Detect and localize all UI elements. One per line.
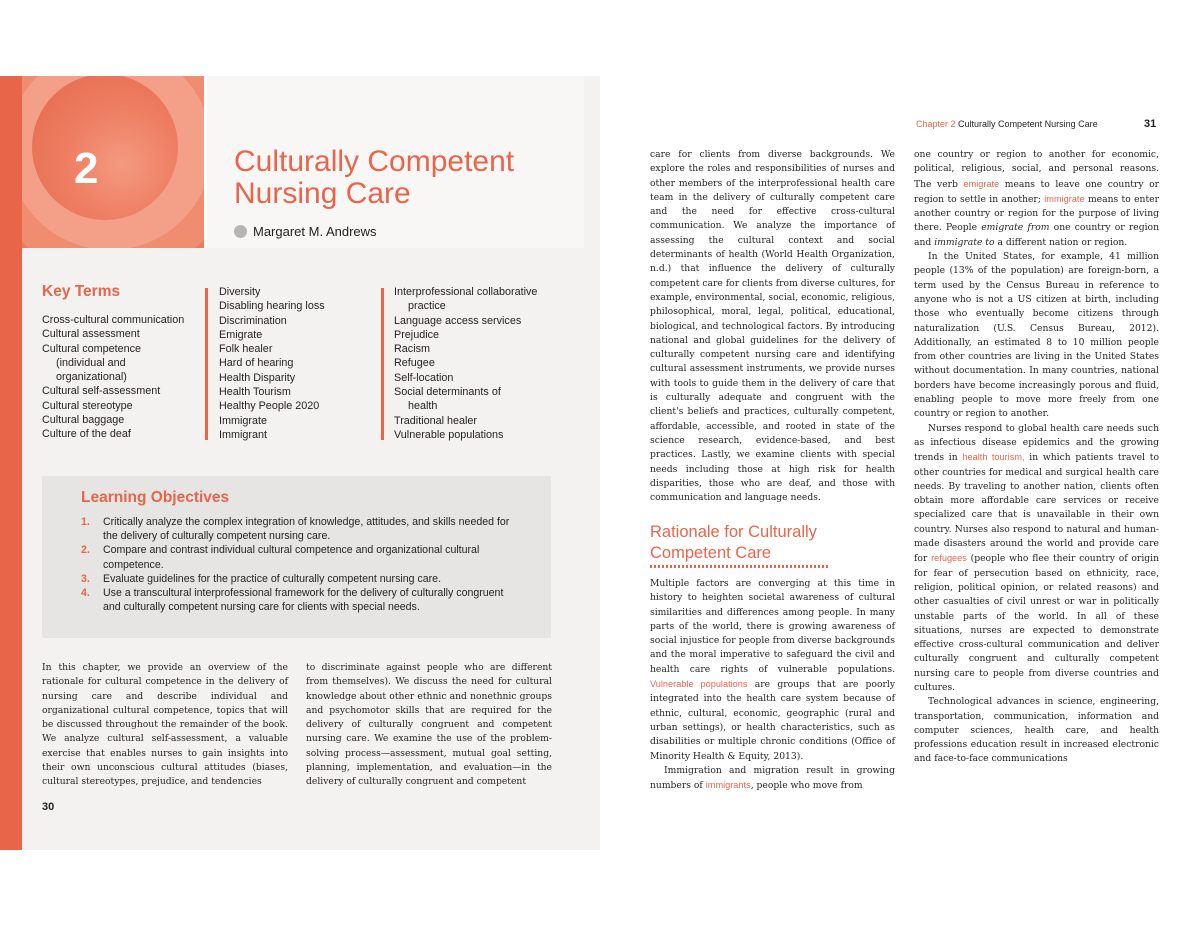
body-paragraph: Technological advances in science, engineering, transportation, communication, information and computer sciences, health care, and health professions education result in increased electronic and face-to-face communications [914,696,1159,765]
key-term: Discrimination [219,314,287,327]
text-run: Immigration and migration result in growing numbers of [650,764,895,792]
key-term-continuation: practice [408,300,446,313]
key-term: Cultural assessment [42,328,140,341]
chapter-title-line: Nursing Care [234,177,411,210]
section-heading-rule [650,565,828,568]
text-run: one country or region and [914,222,1160,248]
key-term: Hard of hearing [219,357,294,370]
key-term: Health Tourism [219,386,291,399]
objective-text: Evaluate guidelines for the practice of culturally competent nursing care. [103,572,442,585]
running-head-chapter: Chapter 2 [916,119,956,129]
key-term: Prejudice [394,328,440,341]
objective-text: Critically analyze the complex integration of knowledge, attitudes, and skills needed for the delivery of culturally competent nursing care. [103,516,510,543]
learning-objective [81,515,521,543]
left-page-edge-band [0,76,22,850]
key-term: Traditional healer [394,414,478,427]
text-run: , people who move from [750,780,863,792]
key-term: Social determinants of [394,386,501,399]
key-term-highlight: Vulnerable populations [650,679,748,690]
running-head-title: Culturally Competent Nursing Care [958,119,1098,129]
chapter-title-divider [204,76,207,248]
key-term: Culture of the deaf [42,428,131,441]
section-heading-rationale [650,522,817,564]
body-column-2 [914,148,1159,767]
learning-objective [81,572,521,586]
key-terms-column-2 [219,285,325,442]
text-run: means to enter another country or region for the purpose of living there. People [914,193,1159,234]
learning-objective [81,543,521,571]
key-term: Healthy People 2020 [219,400,320,413]
chapter-title [234,146,574,210]
key-terms-divider [205,288,208,440]
page-number-left: 30 [42,801,55,813]
key-term: Language access services [394,314,522,327]
key-term: Health Disparity [219,371,296,384]
key-term: Disabling hearing loss [219,300,325,313]
text-run: Multiple factors are converging at this time in history to heighten societal awareness of cultural similarities and differences among people. In many parts of the world, there is growing awareness of social injustice for people from diverse backgrounds and the moral imperative to safeguard the civil and health care rights of vulnerable populations. [650,578,895,675]
page-number-right: 31 [1144,118,1157,130]
text-run: means to leave one country or region to settle in another; [914,178,1160,205]
key-term-continuation: health [408,400,438,413]
key-term: Cultural stereotype [42,399,133,412]
key-term: Immigrate [219,414,267,427]
body-column-1-top [650,148,895,505]
author-bullet-icon [234,225,247,238]
chapter-title-line: Culturally Competent [234,145,515,178]
key-terms-column-3 [394,285,537,442]
key-term: Refugee [394,357,435,370]
key-term-continuation: (individual and [56,356,126,369]
key-term-highlight: immigrate [1044,193,1085,204]
key-term-highlight: refugees [931,553,967,564]
body-paragraph: care for clients from diverse backgrounds. We explore the roles and responsibilities of nurses and other members of the interprofessional health care team in the delivery of culturally competent care and the need for effective cross-cultural communication. We analyze the importance of assessing the cultural context and social determinants of health (World Health Organization, n.d.) that influence the delivery of culturally competent care for clients from diverse cultures, for example, environmental, social, economic, religious, philosophical, moral, legal, political, educational, biological, and technological factors. By introducing national and global guidelines for the delivery of culturally competent nursing care and identifying cultural assessment instruments, we provide nurses with tools to guide them in the delivery of care that is culturally adequate and congruent with the client's beliefs and practices, culturally competent, affordable, accessible, and rooted in state of the science research, evidence-based, and best practices. Lastly, we examine clients with special needs including those at high risk for health disparities, those who are deaf, and those with communication and language needs. [650,149,895,504]
key-term: Folk healer [219,343,273,356]
learning-objectives-title: Learning Objectives [81,489,230,506]
key-term: Self-location [394,371,454,384]
key-term: Cultural self-assessment [42,385,161,398]
objective-number: 1. [81,516,90,528]
text-run: a different nation or region. [997,236,1128,248]
section-heading-line: Rationale for Culturally [650,523,817,541]
learning-objective [81,586,521,614]
author-line [234,224,377,239]
key-term: Cultural competence [42,342,142,355]
chapter-number: 2 [74,144,99,193]
objective-number: 4. [81,587,90,600]
text-run: one country or region to another for economic, political, religious, social, and personal reasons. The verb [914,149,1159,190]
body-column-1-bottom [650,577,895,793]
text-run: are groups that are poorly integrated into the health care system because of ethnic, cultural, economic, geographic (rural and urban settings), or health characteristics, such as disabilities or multiple chronic conditions (Office of Minority Health & Equity, 2013). [650,679,896,762]
text-run: in which patients travel to other countries for medical and surgical health care needs. By traveling to another nation, clients often obtain more affordable care services or receive specialized care that is unavailable in their own country. Nurses also respond to natural and human-made disasters around the world and provide care for [914,452,1160,565]
section-heading-line: Competent Care [650,544,772,562]
author-name: Margaret M. Andrews [253,224,377,239]
italic-term: immigrate to [934,236,995,248]
key-term: Cross-cultural communication [42,314,185,326]
key-term: Emigrate [219,328,263,341]
objective-text: Use a transcultural interprofessional framework for the delivery of culturally congruent and culturally competent nursing care for clients with special needs. [103,587,504,614]
key-terms-title: Key Terms [42,283,121,300]
body-paragraph: In the United States, for example, 41 million people (13% of the population) are foreign-born, a term used by the Census Bureau in reference to anyone who is not a US citizen at birth, including those who eventually become citizens through naturalization (U.S. Census Bureau, 2012). Additionally, an estimated 8 to 10 million people from other countries are living in the United States without documentation. In many countries, national borders have become increasingly porous and fluid, enabling people to move more freely from one country or region to another. [914,251,1159,420]
key-term: Cultural baggage [42,414,125,427]
body-paragraph [914,422,1159,696]
objective-number: 2. [81,544,90,557]
key-terms-divider [381,288,384,440]
body-paragraph [650,577,895,764]
body-paragraph [914,148,1159,250]
key-term-highlight: immigrants [705,780,751,791]
key-term: Vulnerable populations [394,428,504,441]
intro-paragraph-col-2: to discriminate against people who are different from themselves). We discuss the need for cultural knowledge about other ethnic and nonethnic groups and psychomotor skills that are required for the delivery of culturally congruent and competent nursing care. We examine the use of the problem-solving process—assessment, mutual goal setting, planning, implementation, and evaluation—in the delivery of culturally congruent and competent [306,662,552,788]
text-run: Nurses respond to global health care needs such as infectious disease epidemics and the growing trends in [914,422,1159,464]
text-run: (people who flee their country of origin for fear of persecution based on ethnicity, race, religion, political opinion, or related reasons) and other casualties of civil unrest or war in politically unstable parts of the world. In all of these situations, nurses are expected to demonstrate effective cross-cultural communication and deliver culturally congruent and culturally competent nursing care to people from diverse countries and cultures. [914,553,1159,693]
key-term: Interprofessional collaborative [394,286,538,298]
key-term: Immigrant [219,428,267,441]
key-term: Diversity [219,286,261,298]
objective-number: 3. [81,572,90,585]
running-head [916,119,1098,129]
key-term: Racism [394,343,430,356]
key-term-continuation: organizational) [56,371,127,384]
key-terms-column-1 [42,313,184,442]
italic-term: emigrate from [981,222,1050,234]
body-paragraph [650,764,895,794]
learning-objectives-list [81,515,521,614]
objective-text: Compare and contrast individual cultural competence and organizational cultural competence. [103,544,480,571]
key-term-highlight: emigrate [963,178,1000,189]
intro-paragraph-col-1: In this chapter, we provide an overview of the rationale for cultural competence in the delivery of nursing care and describe individual and organizational cultural competence, topics that will be discussed throughout the remainder of the book. We analyze cultural self-assessment, a valuable exercise that enables nurses to gain insights into their own unconscious cultural attitudes (biases, cultural stereotypes, prejudice, and tendencies [42,662,288,788]
key-term-highlight: health tourism, [962,452,1025,463]
